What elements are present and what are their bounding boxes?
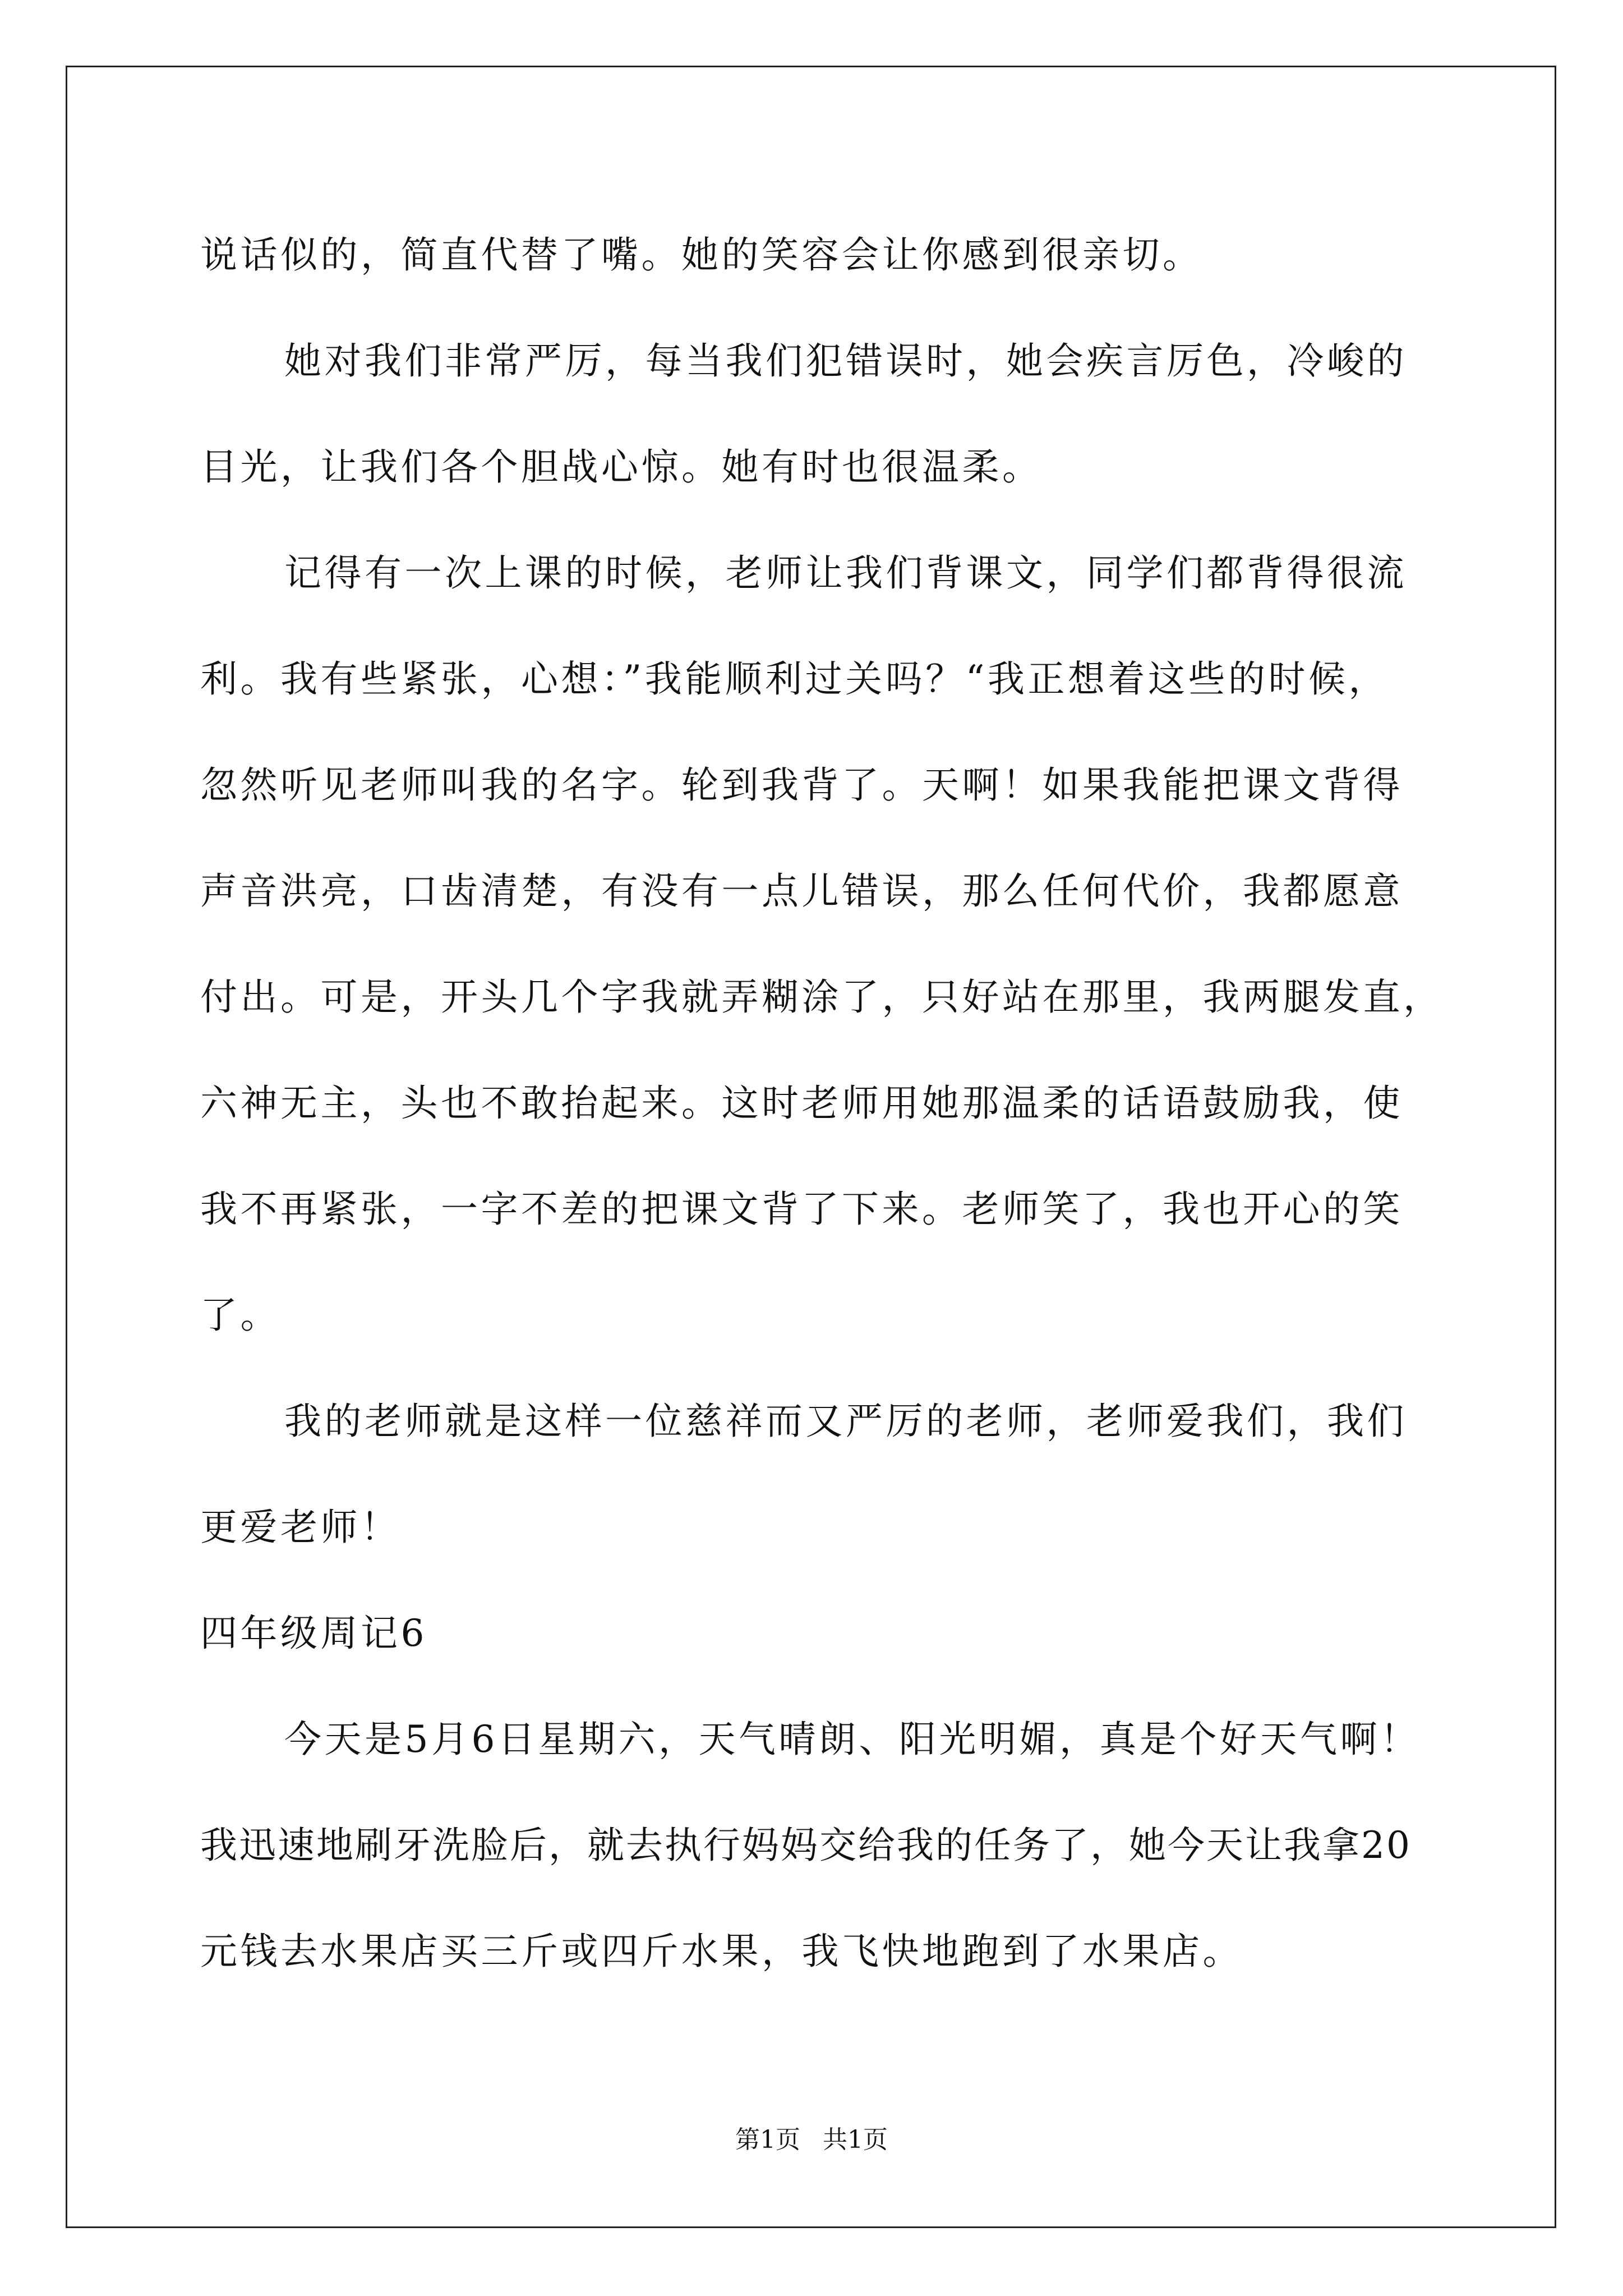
text-line: 了。 [200, 1294, 280, 1337]
text-line: 她对我们非常严厉，每当我们犯错误时，她会疾言厉色，冷峻的 [284, 339, 1407, 383]
text-line: 我不再紧张，一字不差的把课文背了下来。老师笑了，我也开心的笑 [200, 1188, 1403, 1231]
text-line: 更爱老师！ [200, 1506, 401, 1549]
text-line: 目光，让我们各个胆战心惊。她有时也很温柔。 [200, 445, 1043, 489]
text-line: 说话似的，简直代替了嘴。她的笑容会让你感到很亲切。 [200, 233, 1203, 277]
text-line: 元钱去水果店买三斤或四斤水果，我飞快地跑到了水果店。 [200, 1930, 1243, 1973]
text-line: 付出。可是，开头几个字我就弄糊涂了，只好站在那里，我两腿发直， [200, 976, 1444, 1019]
text-line: 我迅速地刷牙洗脸后，就去执行妈妈交给我的任务了，她今天让我拿20 [200, 1824, 1412, 1867]
text-line: 记得有一次上课的时候，老师让我们背课文，同学们都背得很流 [284, 551, 1407, 595]
text-line: 声音洪亮，口齿清楚，有没有一点儿错误，那么任何代价，我都愿意 [200, 869, 1403, 913]
page-number: 第1页 [735, 2125, 800, 2154]
page-footer [0, 2123, 1623, 2157]
text-line: 今天是5月6日星期六，天气晴朗、阳光明媚，真是个好天气啊！ [284, 1718, 1421, 1761]
text-line: 六神无主，头也不敢抬起来。这时老师用她那温柔的话语鼓励我，使 [200, 1082, 1403, 1125]
text-line: 忽然听见老师叫我的名字。轮到我背了。天啊！如果我能把课文背得 [200, 763, 1403, 807]
text-line: 利。我有些紧张，心想：”我能顺利过关吗？“我正想着这些的时候， [200, 657, 1389, 701]
page-total: 共1页 [823, 2125, 888, 2154]
text-line: 我的老师就是这样一位慈祥而又严厉的老师，老师爱我们，我们 [284, 1400, 1407, 1443]
document-body [200, 202, 1456, 2004]
section-heading: 四年级周记6 [200, 1612, 427, 1655]
